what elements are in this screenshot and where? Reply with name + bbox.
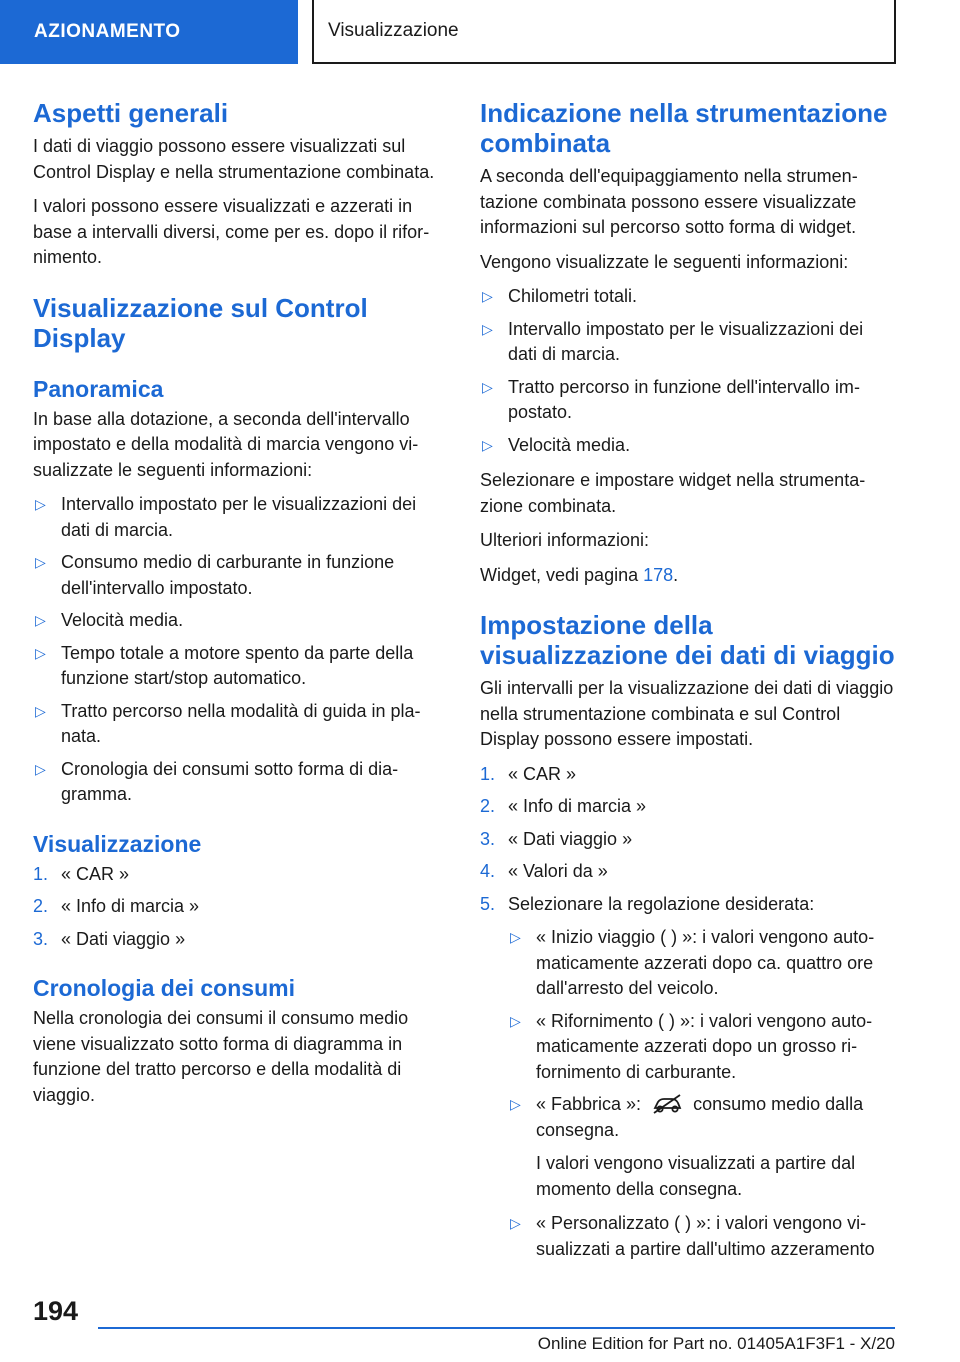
- list-item: ▷ « Personalizzato ( ) »: i valori vengono visualizzati a partire dall'ultimo azzeramento: [510, 1213, 875, 1259]
- header-topic: [312, 0, 896, 64]
- header-section: AZIONAMENTO: [0, 0, 298, 64]
- list-item: ▷ Cronologia dei consumi sotto forma di diagramma.: [35, 758, 399, 804]
- triangle-bullet-icon: ▷: [510, 1215, 521, 1231]
- right-column: [480, 98, 896, 1272]
- display-steps: [33, 862, 441, 953]
- paragraph: Nella cronologia dei consumi il consumo medio viene visualizzato sotto forma di diagramma in funzione del tratto percorso e della modalità di viaggio.: [33, 1008, 409, 1105]
- footer-edition: Online Edition for Part no. 01405A1F3F1 - X/20: [537, 1334, 895, 1353]
- list-item: ▷ Tratto percorso in funzione dell'intervallo impostato.: [482, 376, 860, 422]
- list-item: ▷ Tempo totale a motore spento da parte della funzione start/stop automatico.: [35, 642, 414, 688]
- list-item: ▷ Velocità media.: [33, 608, 441, 634]
- step-item: 3. « Dati viaggio »: [33, 928, 186, 949]
- triangle-bullet-icon: ▷: [35, 644, 46, 661]
- step-item: 1. « CAR »: [480, 763, 577, 784]
- step-item: 2. « Info di marcia »: [480, 796, 647, 816]
- paragraph: Vengono visualizzate le seguenti informazioni:: [480, 251, 849, 272]
- paragraph: I valori possono essere visualizzati e azzerati in base a intervalli diversi, come per es. dopo il rifornimento.: [33, 196, 430, 267]
- paragraph: I dati di viaggio possono essere visualizzati sul Control Display e nella strumentazione combinata.: [33, 136, 435, 182]
- heading-control-display: Visualizzazione sul Control Display: [33, 292, 368, 353]
- paragraph: I valori vengono visualizzati a partire dal momento della consegna.: [536, 1153, 856, 1199]
- overview-list: [33, 492, 441, 808]
- setting-steps: [480, 762, 896, 1263]
- list-item: ▷ « Rifornimento ( ) »: i valori vengono automaticamente azzerati dopo un grosso rifornimento di carburante.: [510, 1010, 873, 1082]
- left-column: [33, 98, 441, 1117]
- triangle-bullet-icon: ▷: [510, 1096, 521, 1112]
- step-item: 3. « Dati viaggio »: [480, 828, 633, 849]
- step-item: 1. « CAR »: [33, 863, 130, 884]
- page-link[interactable]: 178: [643, 564, 674, 585]
- setting-options: [508, 925, 896, 1262]
- paragraph: Gli intervalli per la visualizzazione dei dati di viaggio nella strumentazione combinata e sul Control Display possono essere impostati.: [480, 678, 894, 749]
- paragraph: Widget, vedi pagina 178.: [480, 564, 679, 585]
- page-number: 194: [33, 1296, 79, 1326]
- triangle-bullet-icon: ▷: [35, 760, 46, 777]
- list-item: ▷ Velocità media.: [480, 433, 896, 459]
- list-item: ▷ « Inizio viaggio ( ) »: i valori vengono automaticamente azzerati dopo ca. quattro ore dall'arresto del veicolo.: [510, 927, 875, 998]
- step-item: 2. « Info di marcia »: [33, 896, 200, 916]
- step-item: 5. Selezionare la regolazione desiderata: ▷ « Inizio viaggio ( ) »: i valori vengono automaticamente azzerati dopo ca. quattro ore dall'arresto del veicolo. ▷ « Rifornimento ( ) »: i valori vengono automaticamente azzerati dopo un grosso rifornimento di carburante. ▷ « Fabbrica »: consumo medio dalla consegna. I valori vengono visualizzati a partire dal momento della consegna. ▷ « Personalizzato ( ) »: i valori vengono visualizzati a partire dall'ultimo azzeramento: [480, 892, 896, 1263]
- paragraph: In base alla dotazione, a seconda dell'intervallo impostato e della modalità di marcia vengono visualizzate le seguenti informazioni:: [33, 408, 419, 480]
- footer-divider: [98, 1327, 895, 1329]
- list-item: ▷ Tratto percorso nella modalità di guida in planata.: [35, 700, 421, 746]
- heading-cluster: Indicazione nella strumentazione combinata: [480, 98, 888, 158]
- triangle-bullet-icon: ▷: [35, 496, 46, 512]
- heading-general: Aspetti generali: [33, 98, 229, 128]
- triangle-bullet-icon: ▷: [482, 320, 493, 337]
- heading-overview: Panoramica: [33, 375, 164, 402]
- cluster-list: [480, 284, 896, 458]
- list-item: ▷ Consumo medio di carburante in funzione dell'intervallo impostato.: [35, 552, 395, 598]
- triangle-bullet-icon: ▷: [35, 702, 46, 719]
- triangle-bullet-icon: ▷: [35, 612, 46, 628]
- heading-display: Visualizzazione: [33, 830, 202, 857]
- heading-history: Cronologia dei consumi: [33, 975, 295, 1001]
- header-topic-label: Visualizzazione: [328, 20, 459, 41]
- triangle-bullet-icon: ▷: [482, 378, 493, 395]
- triangle-bullet-icon: ▷: [510, 929, 521, 945]
- paragraph: Ulteriori informazioni:: [480, 530, 650, 550]
- step-item: 4. « Valori da »: [480, 861, 608, 881]
- list-item: ▷ Intervallo impostato per le visualizzazioni dei dati di marcia.: [482, 318, 864, 364]
- heading-setting: Impostazione della visualizzazione dei dati di viaggio: [480, 610, 895, 670]
- car-icon: [650, 1094, 684, 1114]
- list-item: ▷ Intervallo impostato per le visualizzazioni dei dati di marcia.: [35, 494, 417, 540]
- triangle-bullet-icon: ▷: [510, 1012, 521, 1029]
- list-item: ▷ « Fabbrica »: consumo medio dalla consegna. I valori vengono visualizzati a partire dal momento della consegna.: [508, 1092, 896, 1202]
- list-item: ▷ Chilometri totali.: [480, 284, 896, 310]
- triangle-bullet-icon: ▷: [482, 288, 493, 304]
- paragraph: Selezionare e impostare widget nella strumentazione combinata.: [480, 470, 866, 516]
- paragraph: A seconda dell'equipaggiamento nella strumentazione combinata possono essere visualizzate informazioni sul percorso sotto forma di widget.: [480, 166, 858, 237]
- triangle-bullet-icon: ▷: [35, 554, 46, 570]
- triangle-bullet-icon: ▷: [482, 436, 493, 453]
